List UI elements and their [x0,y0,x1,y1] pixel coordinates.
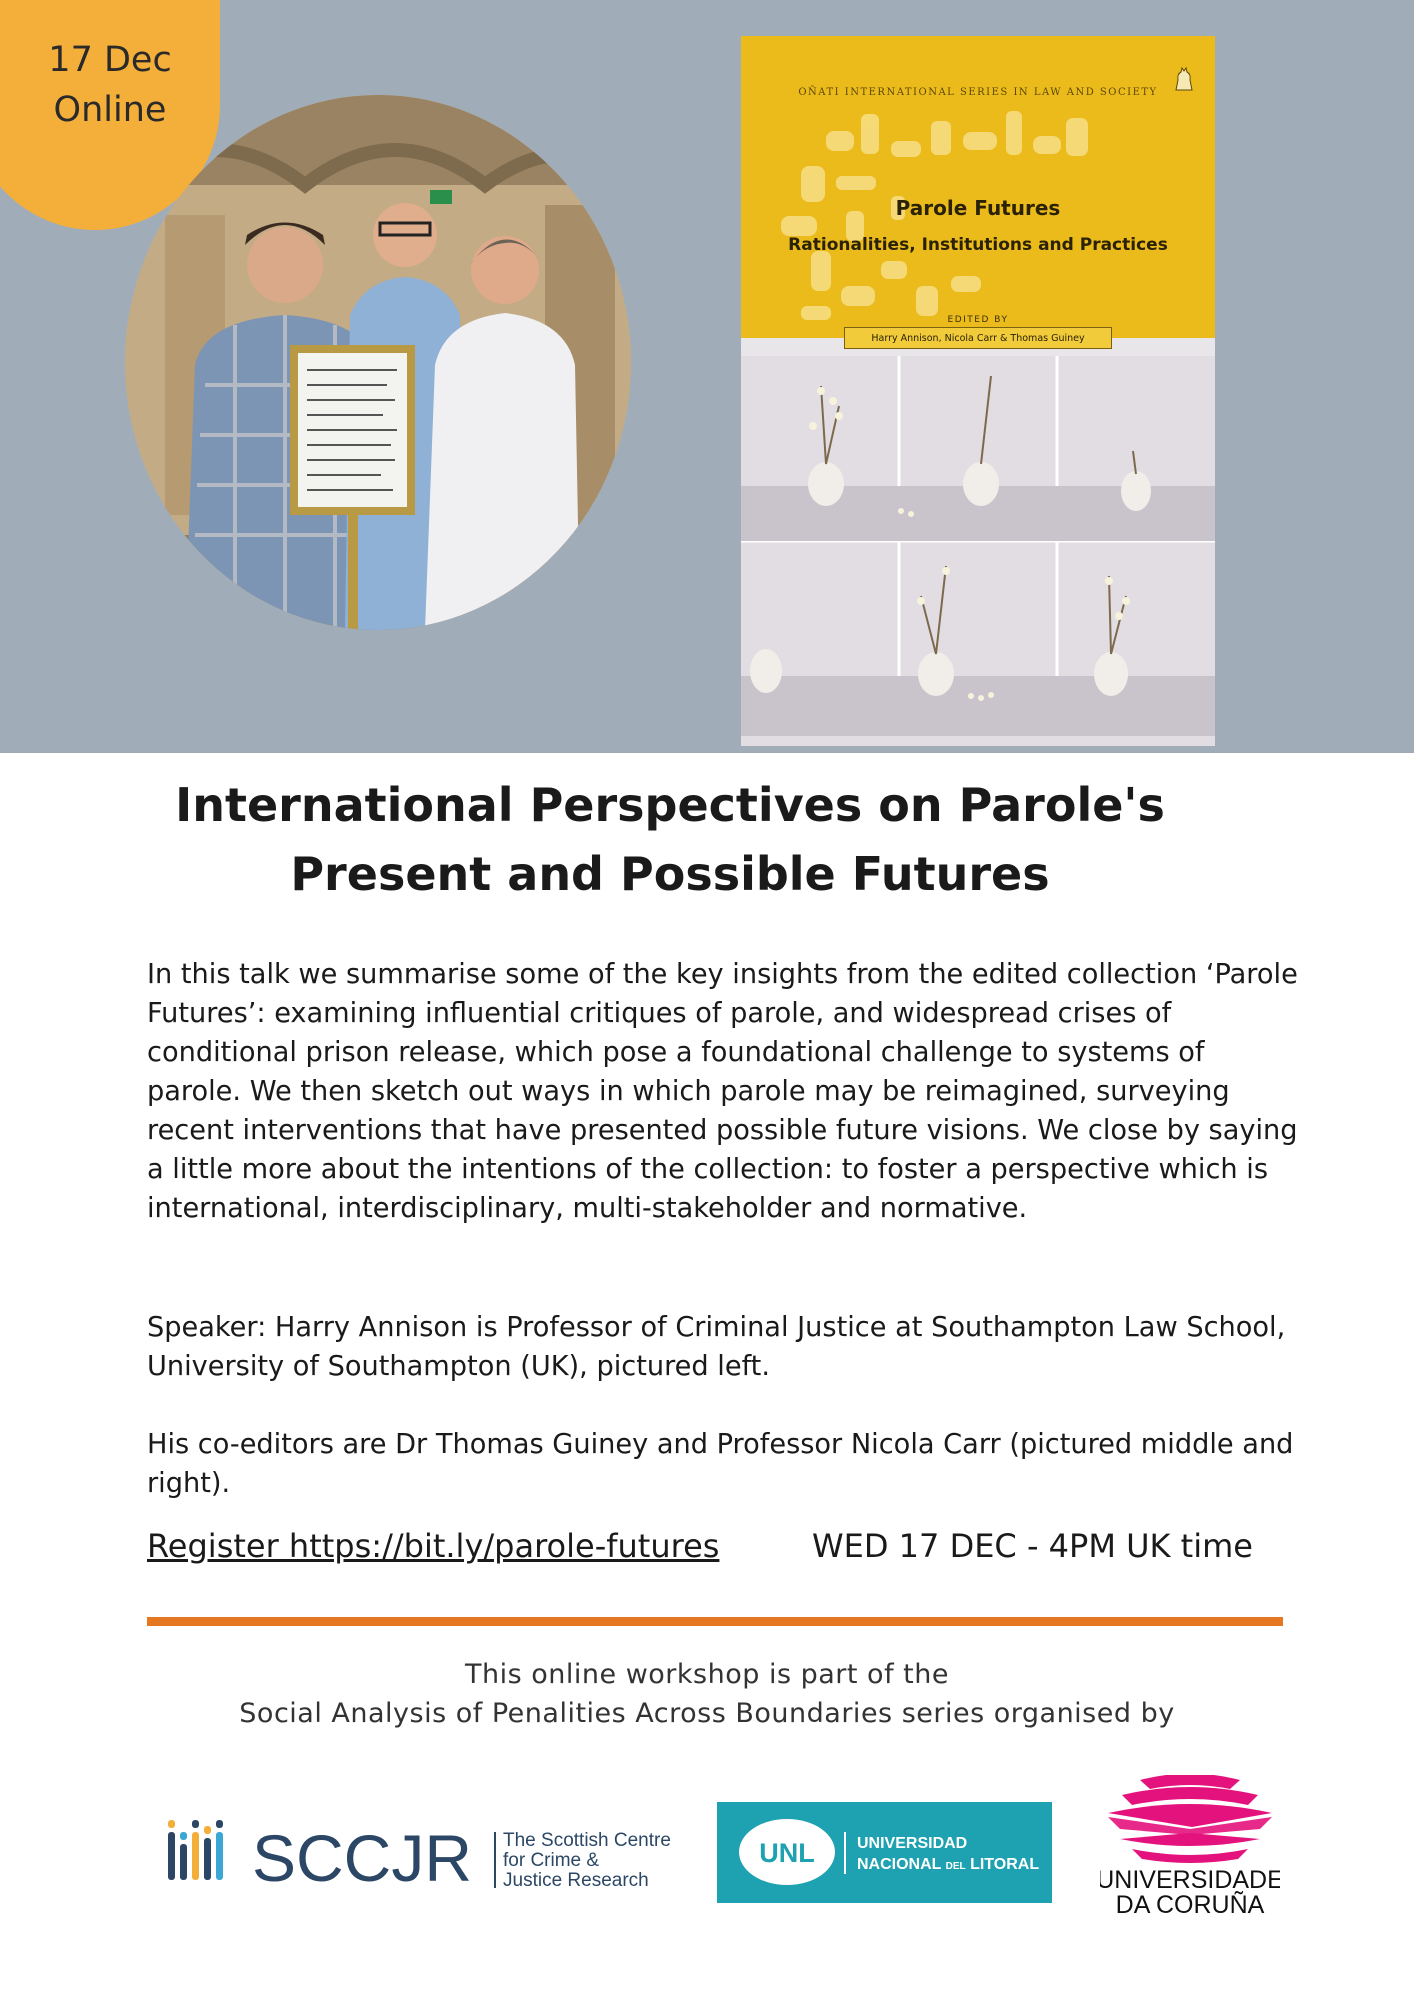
editors-photo-illustration [125,95,631,630]
footer-line-1: This online workshop is part of the [465,1659,949,1690]
book-subtitle: Rationalities, Institutions and Practices [788,235,1168,255]
book-cover [741,36,1215,746]
event-time: WED 17 DEC - 4PM UK time [812,1527,1253,1565]
section-divider [147,1617,1283,1626]
sccjr-name-line-1: The Scottish Centre [503,1830,671,1851]
book-cover-top [741,36,1215,344]
badge-date: 17 Dec [48,40,172,80]
editors-photo [125,95,631,630]
sccjr-name-line-2: for Crime & [503,1850,600,1871]
page-title-line-2: Present and Possible Futures [290,847,1050,901]
sccjr-logo [168,1810,708,1906]
register-link[interactable]: Register https://bit.ly/parole-futures [147,1527,720,1565]
unl-name-line-2: NACIONAL DEL LITORAL [857,1856,1040,1873]
page-title-line-1: International Perspectives on Parole's [175,778,1165,832]
unl-name-line-1: UNIVERSIDAD [857,1835,968,1852]
footer-line-2: Social Analysis of Penalities Across Boundaries series organised by [239,1698,1175,1729]
udc-logo-illustration [1100,1775,1280,1915]
udc-name-line-1: UNIVERSIDADE [1100,1866,1280,1894]
unl-abbr: UNL [759,1838,815,1868]
sccjr-name-line-3: Justice Research [503,1870,649,1891]
sccjr-logo-illustration [168,1810,708,1906]
badge-format: Online [53,90,167,130]
unl-logo [717,1802,1052,1903]
cover-pattern-illustration [741,36,1215,338]
udc-logo [1100,1775,1280,1915]
hero-banner [0,0,1414,753]
abstract-paragraph: In this talk we summarise some of the key insights from the edited collection ‘Parole Futures’: examining influential critiques of parole, and widespread crises of conditional prison release, which pose a foundational challenge to systems of parole. We then sketch out ways in which parole may be reimagined, surveying recent interventions that have presented possible future visions. We close by saying a little more about the intentions of the collection: to foster a perspective which is international, interdisciplinary, multi-stakeholder and normative. [147,959,1298,1224]
book-series: OÑATI INTERNATIONAL SERIES IN LAW AND SOCIETY [798,87,1158,98]
udc-name-line-2: DA CORUÑA [1115,1891,1265,1915]
speaker-paragraph: Speaker: Harry Annison is Professor of Criminal Justice at Southampton Law School, University of Southampton (UK), pictured left. [147,1312,1286,1382]
book-edited-by: EDITED BY [947,315,1009,325]
book-editors: Harry Annison, Nicola Carr & Thomas Guiney [844,327,1112,349]
book-title: Parole Futures [895,196,1061,220]
coeditors-paragraph: His co-editors are Dr Thomas Guiney and Professor Nicola Carr (pictured middle and right). [147,1429,1294,1499]
unl-logo-illustration [717,1802,1052,1903]
cover-vases-illustration [741,356,1215,746]
sccjr-abbr: SCCJR [252,1821,473,1895]
